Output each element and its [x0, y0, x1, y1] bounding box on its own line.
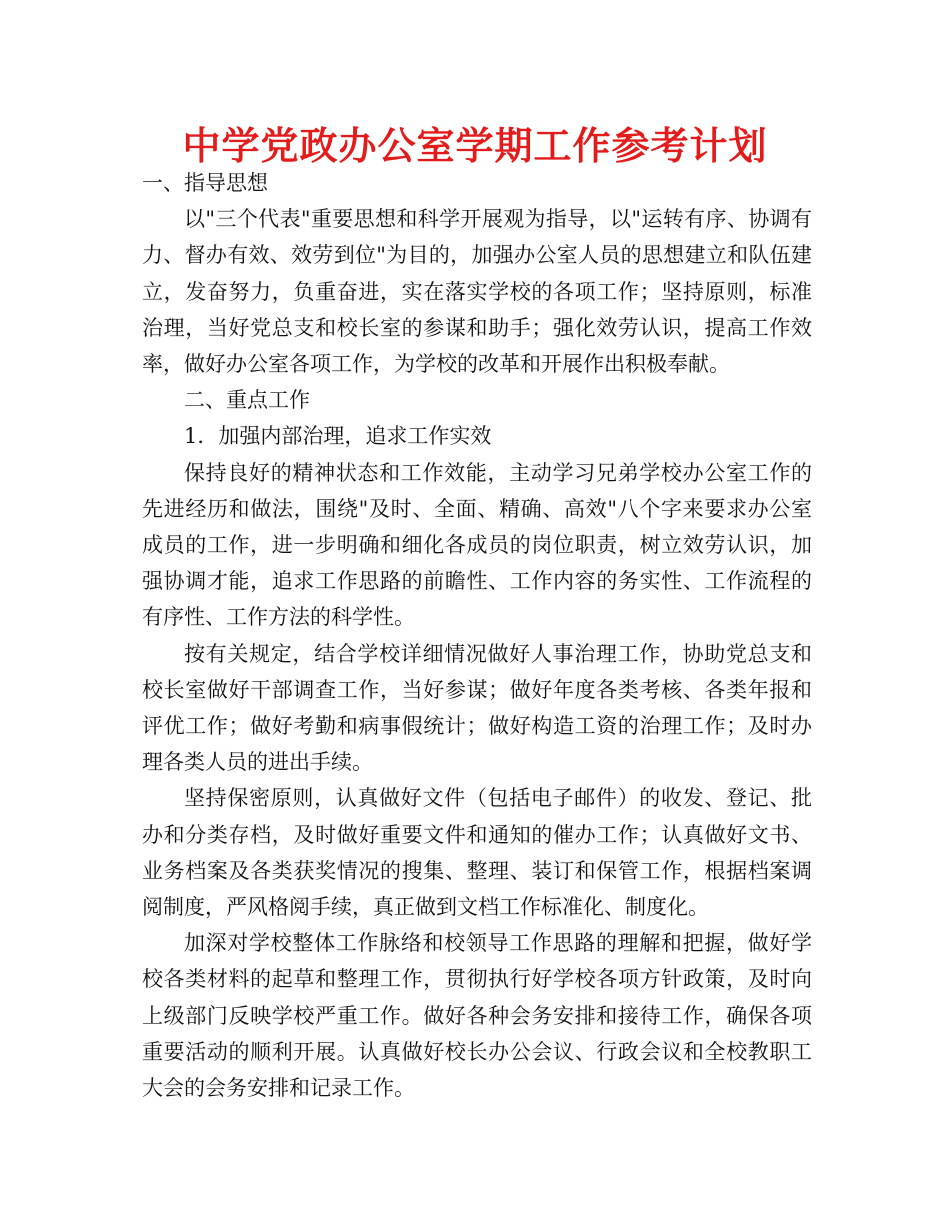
section-2-heading: 二、重点工作: [184, 388, 310, 413]
paragraph-1: 保持良好的精神状态和工作效能，主动学习兄弟学校办公室工作的先进经历和做法，围绕"及时、全面、精确、高效"八个字来要求办公室成员的工作，进一步明确和细化各成员的岗位职责，树立效劳认识，加强协调才能，追求工作思路的前瞻性、工作内容的务实性、工作流程的有序性、工作方法的科学性。: [142, 460, 812, 630]
document-title: 中学党政办公室学期工作参考计划: [182, 124, 768, 168]
section-1-paragraph: 以"三个代表"重要思想和科学开展观为指导，以"运转有序、协调有力、督办有效、效劳到位"为目的，加强办公室人员的思想建立和队伍建立，发奋努力，负重奋进，实在落实学校的各项工作；坚持原则，标准治理，当好党总支和校长室的参谋和助手；强化效劳认识，提高工作效率，做好办公室各项工作，为学校的改革和开展作出积极奉献。: [142, 207, 812, 377]
item-1-heading: 1．加强内部治理，追求工作实效: [184, 424, 492, 449]
paragraph-2: 按有关规定，结合学校详细情况做好人事治理工作，协助党总支和校长室做好干部调查工作，当好参谋；做好年度各类考核、各类年报和评优工作；做好考勤和病事假统计；做好构造工资的治理工作；及时办理各类人员的进出手续。: [142, 641, 812, 775]
document-body: [142, 165, 812, 1106]
paragraph-3: 坚持保密原则，认真做好文件（包括电子邮件）的收发、登记、批办和分类存档，及时做好重要文件和通知的催办工作；认真做好文书、业务档案及各类获奖情况的搜集、整理、装订和保管工作，根据档案调阅制度，严风格阅手续，真正做到文档工作标准化、制度化。: [142, 786, 812, 920]
section-1-heading: 一、指导思想: [142, 171, 268, 195]
paragraph-4: 加深对学校整体工作脉络和校领导工作思路的理解和把握，做好学校各类材料的起草和整理工作，贯彻执行好学校各项方针政策，及时向上级部门反映学校严重工作。做好各种会务安排和接待工作，确保各项重要活动的顺利开展。认真做好校长办公会议、行政会议和全校教职工大会的会务安排和记录工作。: [142, 931, 812, 1101]
